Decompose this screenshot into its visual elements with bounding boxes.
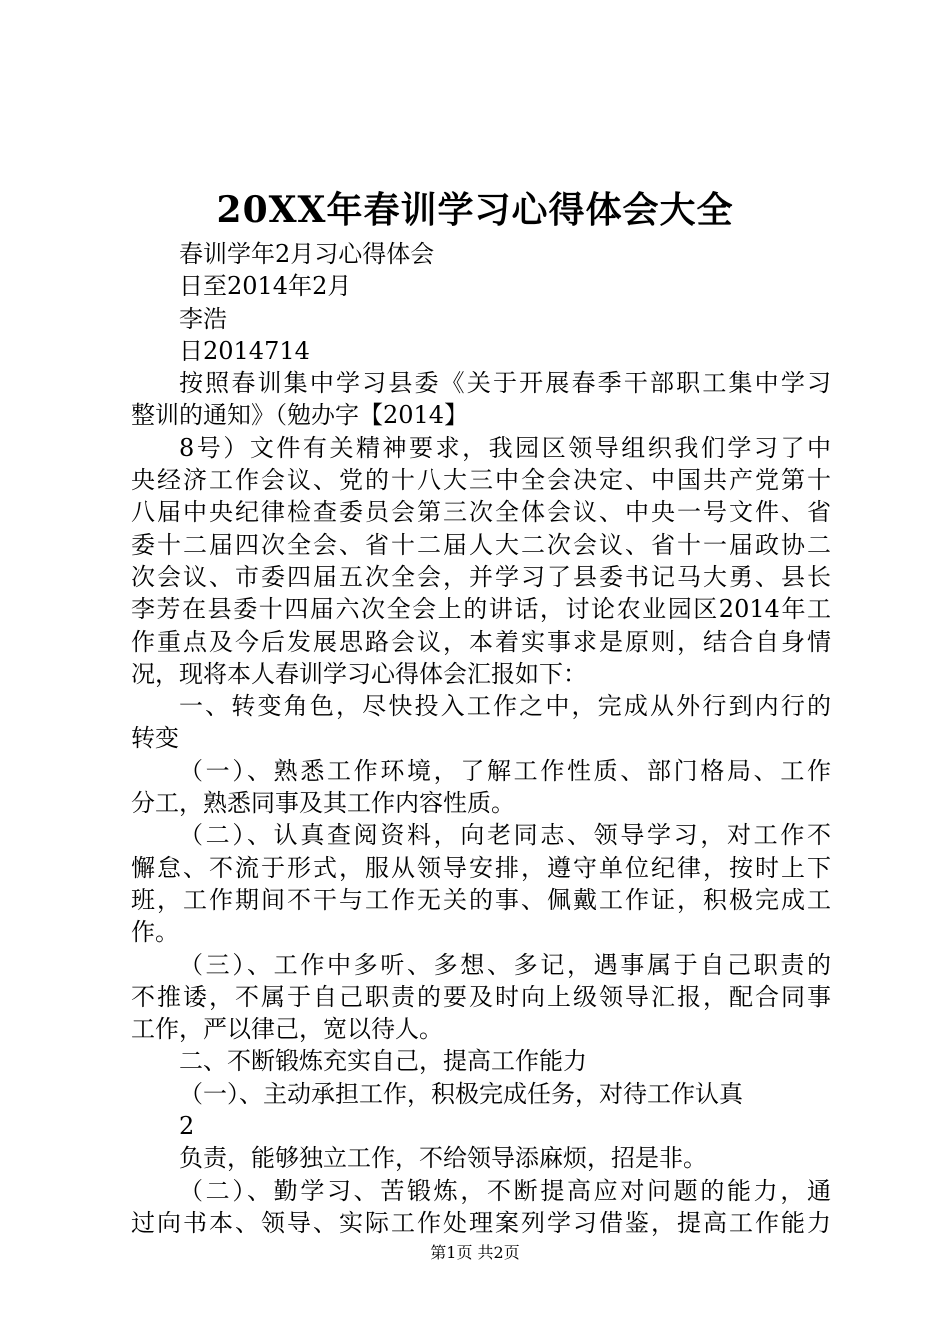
- paragraph-line: 工作，严以律己，宽以待人。: [131, 1015, 443, 1044]
- document-title: 20XX年春训学习心得体会大全: [216, 189, 734, 231]
- paragraph-line: 二、不断锻炼充实自己，提高工作能力: [179, 1047, 587, 1076]
- paragraph-line: 转变: [131, 724, 179, 753]
- paragraph-line: 整训的通知》（勉办字【2014】: [131, 401, 469, 430]
- paragraph-line: 懈怠、不流于形式，服从领导安排，遵守单位纪律，按时上下: [131, 853, 831, 882]
- paragraph-line: 负责，能够独立工作，不给领导添麻烦，招是非。: [179, 1144, 707, 1173]
- paragraph-line: 央经济工作会议、党的十八大三中全会决定、中国共产党第十: [131, 466, 831, 495]
- document-body: [131, 238, 831, 1239]
- paragraph-line: （二）、认真查阅资料，向老同志、领导学习，对工作不: [179, 821, 831, 850]
- paragraph-line: 班，工作期间不干与工作无关的事、佩戴工作证，积极完成工: [131, 885, 831, 914]
- paragraph-line: （一）、主动承担工作，积极完成任务，对待工作认真: [179, 1079, 743, 1108]
- paragraph-line: 春训学年2月习心得体会: [179, 240, 435, 268]
- paragraph-line: 委十二届四次全会、省十二届人大二次会议、省十一届政协二: [131, 530, 831, 559]
- page-footer: 第1页 共2页: [430, 1243, 520, 1262]
- paragraph-line: 作重点及今后发展思路会议，本着实事求是原则，结合自身情: [131, 627, 831, 656]
- paragraph-line: 不推诿，不属于自己职责的要及时向上级领导汇报，配合同事: [131, 982, 831, 1011]
- paragraph-line: （一）、熟悉工作环境，了解工作性质、部门格局、工作: [179, 756, 831, 785]
- paragraph-line: 况，现将本人春训学习心得体会汇报如下：: [131, 659, 587, 688]
- paragraph-line: 分工，熟悉同事及其工作内容性质。: [131, 789, 515, 818]
- paragraph-line: 一、转变角色，尽快投入工作之中，完成从外行到内行的: [179, 692, 831, 721]
- paragraph-line: 八届中央纪律检查委员会第三次全体会议、中央一号文件、省: [131, 498, 831, 527]
- paragraph-line: 2: [179, 1112, 195, 1141]
- paragraph-line: 作。: [131, 918, 179, 947]
- paragraph-line: 李芳在县委十四届六次全会上的讲话，讨论农业园区2014年工: [131, 595, 831, 624]
- paragraph-line: 日至2014年2月: [179, 272, 352, 301]
- paragraph-line: 按照春训集中学习县委《关于开展春季干部职工集中学习: [179, 369, 831, 398]
- paragraph-line: 8号）文件有关精神要求，我园区领导组织我们学习了中: [179, 433, 831, 462]
- paragraph-line: （三）、工作中多听、多想、多记，遇事属于自己职责的: [179, 950, 831, 979]
- paragraph-line: 次会议、市委四届五次全会，并学习了县委书记马大勇、县长: [131, 562, 831, 591]
- paragraph-line: 日2014714: [179, 336, 310, 365]
- paragraph-line: 过向书本、领导、实际工作处理案列学习借鉴，提高工作能力: [131, 1208, 831, 1237]
- paragraph-line: （二）、勤学习、苦锻炼，不断提高应对问题的能力，通: [179, 1176, 831, 1205]
- paragraph-line: 李浩: [179, 304, 227, 333]
